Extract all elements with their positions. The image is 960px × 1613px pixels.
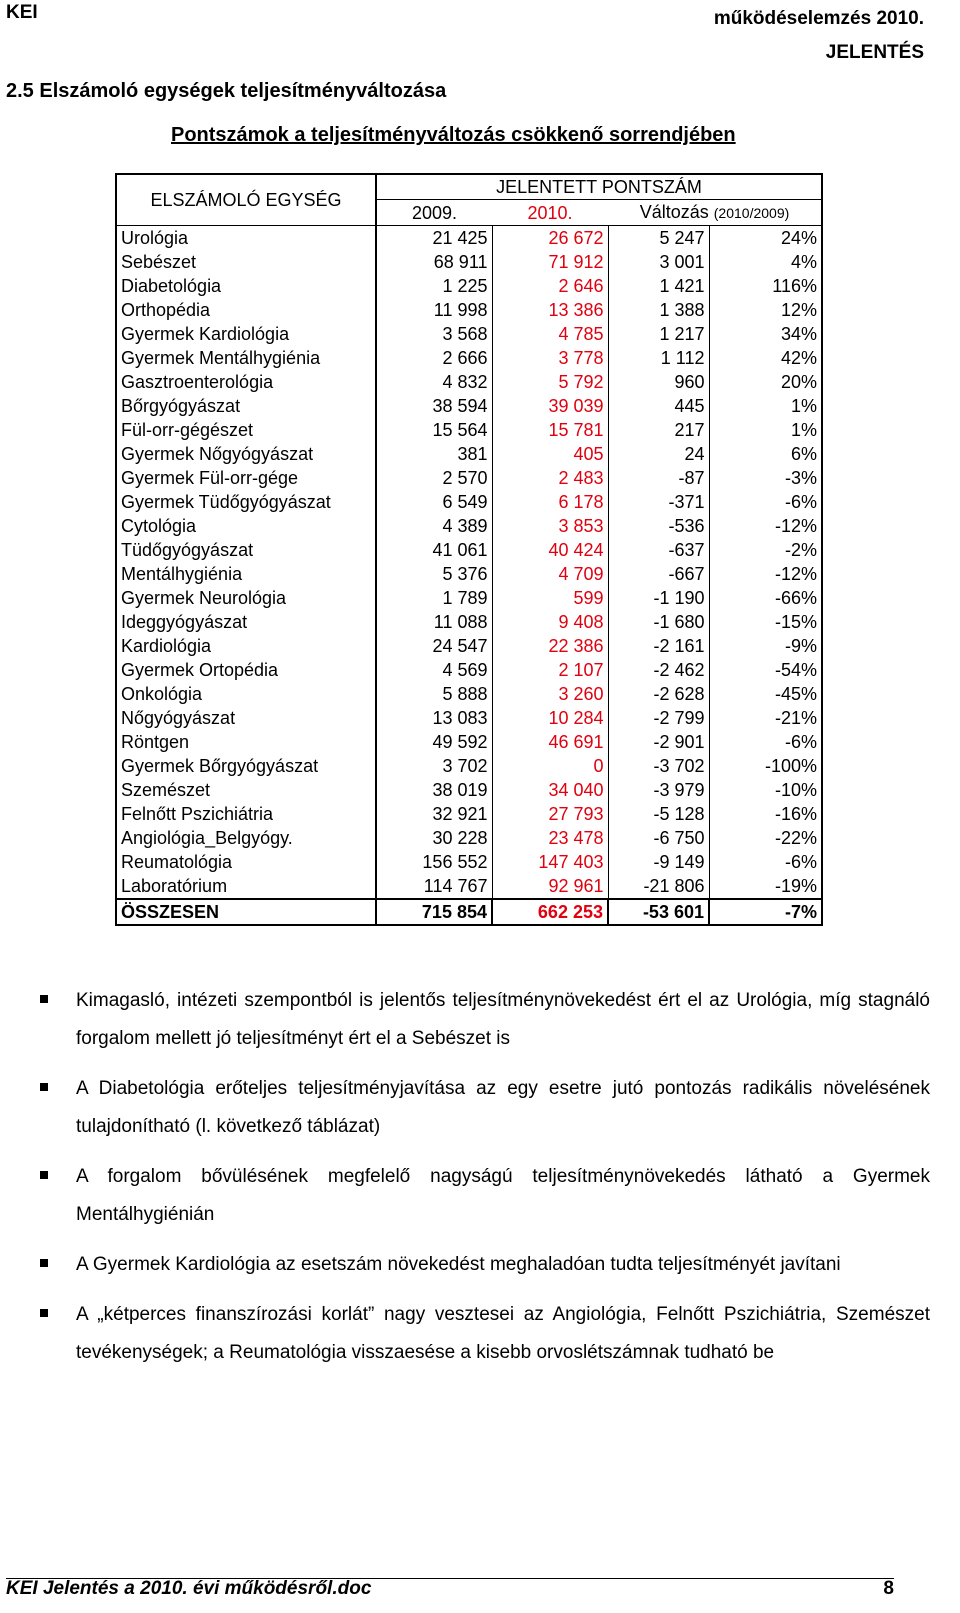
unit-name: Kardiológia (116, 634, 376, 658)
change-value: -667 (608, 562, 709, 586)
unit-name: Felnőtt Pszichiátria (116, 802, 376, 826)
value-2010: 2 107 (492, 658, 608, 682)
unit-name: Fül-orr-gégészet (116, 418, 376, 442)
table-row (116, 370, 822, 394)
table-row (116, 346, 822, 370)
unit-name: Onkológia (116, 682, 376, 706)
change-percent: 34% (709, 322, 822, 346)
value-2010: 4 785 (492, 322, 608, 346)
change-value: 24 (608, 442, 709, 466)
change-value: 960 (608, 370, 709, 394)
col-header-change-label: Változás (639, 202, 709, 222)
change-percent: 12% (709, 298, 822, 322)
change-percent: -6% (709, 490, 822, 514)
change-percent: -66% (709, 586, 822, 610)
value-2009: 68 911 (433, 252, 488, 272)
table-row (116, 682, 822, 706)
unit-name: Tüdőgyógyászat (116, 538, 376, 562)
bullet-text: A forgalom bővülésének megfelelő nagyságú teljesítménynövekedés látható a Gyermek Mentálhygiénián (76, 1166, 930, 1225)
change-value: -2 462 (608, 658, 709, 682)
value-2010: 4 709 (492, 562, 608, 586)
value-2010: 3 778 (492, 346, 608, 370)
value-2009: 13 083 (432, 708, 488, 728)
value-2009: 6 549 (442, 492, 488, 512)
col-header-2009: 2009. (376, 200, 492, 226)
table-header-row-1 (116, 174, 822, 200)
value-2009: 5 888 (442, 684, 488, 704)
footer-page-number: 8 (883, 1578, 894, 1599)
value-2010: 22 386 (492, 634, 608, 658)
value-2009: 49 592 (432, 732, 488, 752)
value-2010: 3 853 (492, 514, 608, 538)
table-row (116, 490, 822, 514)
col-header-unit: ELSZÁMOLÓ EGYSÉG (116, 174, 376, 226)
col-header-group: JELENTETT PONTSZÁM (376, 174, 822, 200)
value-2010: 599 (492, 586, 608, 610)
change-percent: 1% (709, 394, 822, 418)
value-2009: 11 998 (433, 300, 488, 320)
table-row (116, 226, 822, 251)
value-2010: 46 691 (492, 730, 608, 754)
value-2009: 41 061 (432, 540, 488, 560)
change-percent: -100% (709, 754, 822, 778)
bullet-text: A „kétperces finanszírozási korlát” nagy vesztesei az Angiológia, Felnőtt Pszichiátria, Szemészet tevékenységek; a Reumatológia visszaesése a kisebb orvoslétszámnak tudható be (76, 1304, 930, 1363)
value-2009: 3 702 (442, 756, 488, 776)
unit-name: Urológia (116, 226, 376, 251)
change-value: -371 (608, 490, 709, 514)
unit-name: Cytológia (116, 514, 376, 538)
value-2010: 0 (492, 754, 608, 778)
table-row (116, 514, 822, 538)
value-2010: 27 793 (492, 802, 608, 826)
square-bullet-icon (40, 1259, 48, 1267)
value-2009: 4 389 (442, 516, 488, 536)
table-row (116, 658, 822, 682)
change-value: -2 799 (608, 706, 709, 730)
value-2010: 15 781 (492, 418, 608, 442)
square-bullet-icon (40, 995, 48, 1003)
value-2009: 4 832 (442, 372, 488, 392)
value-2010: 2 483 (492, 466, 608, 490)
unit-name: Laboratórium (116, 874, 376, 899)
change-value: 5 247 (608, 226, 709, 251)
square-bullet-icon (40, 1309, 48, 1317)
value-2010: 92 961 (492, 874, 608, 899)
square-bullet-icon (40, 1083, 48, 1091)
change-percent: -2% (709, 538, 822, 562)
change-percent: -21% (709, 706, 822, 730)
value-2009: 5 376 (442, 564, 488, 584)
table-total-row (116, 899, 822, 925)
square-bullet-icon (40, 1171, 48, 1179)
change-percent: -6% (709, 850, 822, 874)
change-value: -6 750 (608, 826, 709, 850)
table-row (116, 586, 822, 610)
change-percent: -16% (709, 802, 822, 826)
bullet-text: A Gyermek Kardiológia az esetszám növekedést meghaladóan tudta teljesítményét javítani (76, 1254, 841, 1275)
change-percent: 42% (709, 346, 822, 370)
unit-name: Reumatológia (116, 850, 376, 874)
col-header-change-note: (2010/2009) (713, 205, 790, 221)
unit-name: Sebészet (116, 250, 376, 274)
table-row (116, 466, 822, 490)
bullet-item (40, 1246, 930, 1284)
table-row (116, 274, 822, 298)
change-percent: -10% (709, 778, 822, 802)
change-percent: -12% (709, 514, 822, 538)
unit-name: Gyermek Nőgyógyászat (116, 442, 376, 466)
value-2009: 15 564 (432, 420, 488, 440)
value-2009: 715 854 (376, 899, 492, 925)
unit-name: Angiológia_Belgyógy. (116, 826, 376, 850)
value-2009: 2 666 (442, 348, 488, 368)
value-2010: 9 408 (492, 610, 608, 634)
value-2010: 13 386 (492, 298, 608, 322)
change-value: 217 (608, 418, 709, 442)
col-header-change (608, 200, 822, 226)
value-2009: 4 569 (442, 660, 488, 680)
change-value: 445 (608, 394, 709, 418)
unit-name: Diabetológia (116, 274, 376, 298)
header-right (714, 2, 924, 70)
table-row (116, 778, 822, 802)
value-2010: 23 478 (492, 826, 608, 850)
value-2010: 39 039 (492, 394, 608, 418)
value-2010: 6 178 (492, 490, 608, 514)
unit-name: Gyermek Neurológia (116, 586, 376, 610)
value-2010: 2 646 (492, 274, 608, 298)
value-2010: 5 792 (492, 370, 608, 394)
value-2010: 40 424 (492, 538, 608, 562)
bullet-text: Kimagasló, intézeti szempontból is jelentős teljesítménynövekedést ért el az Urológia, míg stagnáló forgalom mellett jó teljesítményt ért el a Sebészet is (76, 990, 930, 1049)
footer-doc-name: KEI Jelentés a 2010. évi működésről.doc (6, 1578, 372, 1599)
change-value: -2 628 (608, 682, 709, 706)
value-2010: 662 253 (492, 899, 608, 925)
value-2010: 147 403 (492, 850, 608, 874)
table-row (116, 826, 822, 850)
change-value: -53 601 (608, 899, 709, 925)
value-2010: 34 040 (492, 778, 608, 802)
change-percent: -3% (709, 466, 822, 490)
unit-name: Orthopédia (116, 298, 376, 322)
change-value: 1 421 (608, 274, 709, 298)
value-2009: 156 552 (422, 852, 488, 872)
value-2010: 10 284 (492, 706, 608, 730)
change-percent: -12% (709, 562, 822, 586)
table-row (116, 730, 822, 754)
value-2009: 114 767 (423, 876, 488, 896)
value-2009: 2 570 (442, 468, 488, 488)
table-row (116, 394, 822, 418)
table-row (116, 442, 822, 466)
unit-name: Bőrgyógyászat (116, 394, 376, 418)
change-value: 3 001 (608, 250, 709, 274)
unit-name: ÖSSZESEN (116, 899, 376, 925)
table-caption: Pontszámok a teljesítményváltozás csökkenő sorrendjében (171, 124, 736, 146)
table-row (116, 634, 822, 658)
table-row (116, 874, 822, 899)
change-value: -536 (608, 514, 709, 538)
value-2009: 38 019 (432, 780, 488, 800)
change-value: -21 806 (608, 874, 709, 899)
section-title: 2.5 Elszámoló egységek teljesítményváltozása (6, 80, 447, 102)
change-value: -2 161 (608, 634, 709, 658)
change-percent: -9% (709, 634, 822, 658)
change-percent: 20% (709, 370, 822, 394)
unit-name: Gyermek Kardiológia (116, 322, 376, 346)
change-percent: -22% (709, 826, 822, 850)
change-value: -87 (608, 466, 709, 490)
value-2009: 381 (457, 444, 488, 464)
table-row (116, 802, 822, 826)
change-percent: 6% (709, 442, 822, 466)
value-2010: 26 672 (492, 226, 608, 251)
value-2010: 405 (492, 442, 608, 466)
table-row (116, 418, 822, 442)
table-row (116, 250, 822, 274)
change-percent: 116% (709, 274, 822, 298)
change-value: 1 112 (608, 346, 709, 370)
bullet-item (40, 1158, 930, 1234)
unit-name: Mentálhygiénia (116, 562, 376, 586)
col-header-2010: 2010. (492, 200, 608, 226)
change-value: -1 680 (608, 610, 709, 634)
bullet-item (40, 1070, 930, 1146)
bullet-text: A Diabetológia erőteljes teljesítményjavítása az egy esetre jutó pontozás radikális növelésének tulajdonítható (l. következő táblázat) (76, 1078, 930, 1137)
value-2009: 21 425 (432, 228, 488, 248)
table-row (116, 538, 822, 562)
value-2009: 24 547 (432, 636, 488, 656)
value-2009: 1 789 (442, 588, 488, 608)
change-percent: -15% (709, 610, 822, 634)
change-value: 1 388 (608, 298, 709, 322)
unit-name: Gyermek Ortopédia (116, 658, 376, 682)
unit-name: Szemészet (116, 778, 376, 802)
table-row (116, 610, 822, 634)
change-percent: 4% (709, 250, 822, 274)
bullet-list (40, 982, 930, 1384)
table-row (116, 562, 822, 586)
value-2009: 38 594 (432, 396, 488, 416)
change-percent: -6% (709, 730, 822, 754)
points-table (115, 173, 823, 926)
unit-name: Röntgen (116, 730, 376, 754)
change-percent: -45% (709, 682, 822, 706)
value-2009: 11 088 (433, 612, 488, 632)
value-2009: 30 228 (432, 828, 488, 848)
unit-name: Gasztroenterológia (116, 370, 376, 394)
value-2010: 71 912 (492, 250, 608, 274)
change-percent: -7% (709, 899, 822, 925)
header-right-line1: működéselemzés 2010. (713, 8, 924, 29)
table-row (116, 850, 822, 874)
change-value: -3 979 (608, 778, 709, 802)
change-value: -3 702 (608, 754, 709, 778)
table-row (116, 706, 822, 730)
unit-name: Gyermek Bőrgyógyászat (116, 754, 376, 778)
table-row (116, 298, 822, 322)
value-2009: 3 568 (442, 324, 488, 344)
unit-name: Gyermek Mentálhygiénia (116, 346, 376, 370)
header-left: KEI (6, 2, 38, 23)
unit-name: Ideggyógyászat (116, 610, 376, 634)
change-percent: -19% (709, 874, 822, 899)
bullet-item (40, 1296, 930, 1372)
change-percent: 1% (709, 418, 822, 442)
change-value: -9 149 (608, 850, 709, 874)
table-row (116, 322, 822, 346)
bullet-item (40, 982, 930, 1058)
table-row (116, 754, 822, 778)
value-2009: 32 921 (432, 804, 488, 824)
value-2009: 1 225 (442, 276, 488, 296)
change-value: -2 901 (608, 730, 709, 754)
change-value: -637 (608, 538, 709, 562)
unit-name: Gyermek Fül-orr-gége (116, 466, 376, 490)
change-value: -5 128 (608, 802, 709, 826)
value-2010: 3 260 (492, 682, 608, 706)
header-right-line2: JELENTÉS (825, 42, 924, 63)
change-percent: 24% (709, 226, 822, 251)
unit-name: Gyermek Tüdőgyógyászat (116, 490, 376, 514)
change-percent: -54% (709, 658, 822, 682)
change-value: -1 190 (608, 586, 709, 610)
change-value: 1 217 (608, 322, 709, 346)
unit-name: Nőgyógyászat (116, 706, 376, 730)
